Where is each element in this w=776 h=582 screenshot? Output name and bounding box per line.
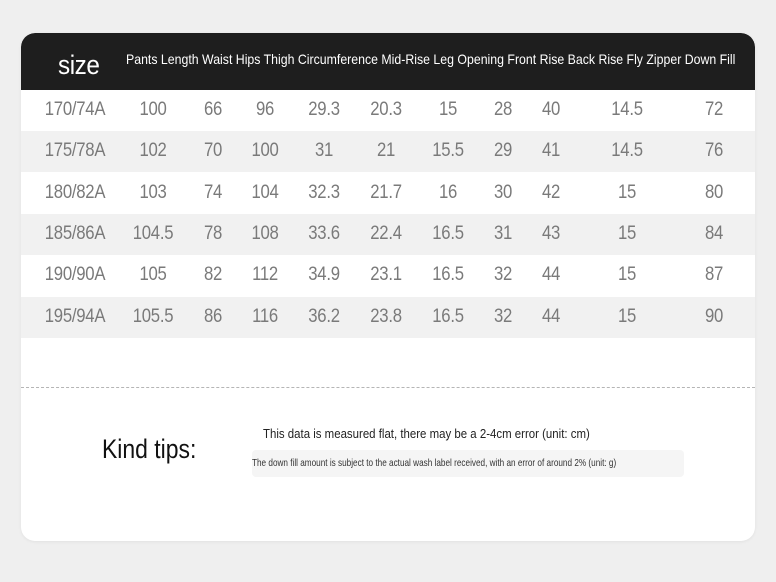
measurement-cell: 15 [617,181,637,203]
measurement-cell: 105.5 [132,305,174,327]
measurement-cell: 104 [251,181,279,203]
measurement-cell: 78 [203,222,223,244]
measurement-cell: 66 [203,99,223,120]
measurement-cell: 31 [314,140,334,162]
measurement-cell: 15 [438,99,458,120]
measurement-cell: 29.3 [308,99,340,120]
measurement-cell: 103 [139,181,167,203]
size-cell: 190/90A [44,264,106,286]
measurement-cell: 100 [251,140,279,162]
measurement-cell: 28 [493,99,513,120]
measurement-cell: 15.5 [432,140,464,162]
measurement-cell: 36.2 [308,305,340,327]
kind-tips-title: Kind tips: [102,434,197,464]
measurement-cell: 29 [493,140,513,162]
tip-down-fill-note: The down fill amount is subject to the actual wash label received, with an error of around 2% (unit: g) [252,457,617,469]
measurement-cell: 22.4 [370,222,402,244]
measurement-cell: 105 [139,264,167,286]
table-row [21,255,755,296]
measurement-cell: 16.5 [432,305,464,327]
measurement-cell: 23.1 [370,264,402,286]
measurement-cell: 84 [704,222,724,244]
measurement-cell: 16.5 [432,222,464,244]
measurement-cell: 30 [493,181,513,203]
tip-down-fill-box [252,450,684,477]
measurement-cell: 15 [617,264,637,286]
measurement-cell: 112 [252,264,278,286]
measurement-cell: 87 [704,264,724,286]
measurement-cell: 33.6 [308,222,340,244]
measurement-cell: 21 [376,140,396,162]
measurement-cell: 70 [203,140,223,162]
measurement-cell: 14.5 [611,140,643,162]
size-cell: 175/78A [44,140,106,162]
measurement-cell: 16.5 [432,264,464,286]
measurement-cell: 90 [704,305,724,327]
measurement-cell: 32 [493,305,513,327]
measurement-cell: 40 [541,99,561,120]
table-row [21,131,755,172]
measurement-cell: 44 [541,305,561,327]
measurement-cell: 100 [139,99,167,120]
measurement-cell: 76 [704,140,724,162]
measurement-cell: 41 [541,140,561,162]
size-cell: 195/94A [44,305,106,327]
measurement-cell: 31 [493,222,513,244]
size-column-header: size [58,50,100,80]
measurement-cell: 23.8 [370,305,402,327]
measurement-cell: 16 [438,181,458,203]
measurement-cell: 32 [493,264,513,286]
measurement-cell: 86 [203,305,223,327]
measurement-cell: 15 [617,222,637,244]
measurement-cell: 15 [617,305,637,327]
size-cell: 180/82A [44,181,106,203]
measurement-cell: 32.3 [308,181,340,203]
measurement-cell: 102 [139,140,167,162]
measurement-cell: 14.5 [611,99,643,120]
measurement-cell: 20.3 [370,99,402,120]
measurement-cell: 82 [203,264,223,286]
size-chart-card [21,33,755,541]
table-row [21,214,755,255]
size-cell: 185/86A [44,222,106,244]
table-header [21,33,755,90]
table-row [21,297,755,338]
measurement-columns-header: Pants Length Waist Hips Thigh Circumference Mid-Rise Leg Opening Front Rise Back Rise Fly Zipper Down Fill [126,51,736,67]
measurement-cell: 72 [704,99,724,120]
measurement-cell: 43 [541,222,561,244]
measurement-cell: 116 [252,305,278,327]
table-row [21,173,755,214]
tip-measurement-note: This data is measured flat, there may be a 2-4cm error (unit: cm) [263,426,590,441]
dashed-divider [21,387,755,388]
measurement-cell: 34.9 [308,264,340,286]
measurement-cell: 42 [541,181,561,203]
measurement-cell: 21.7 [370,181,402,203]
table-row [21,90,755,131]
measurement-cell: 44 [541,264,561,286]
measurement-cell: 80 [704,181,724,203]
measurement-cell: 74 [203,181,223,203]
size-cell: 170/74A [44,99,106,120]
measurement-cell: 108 [251,222,279,244]
measurement-cell: 104.5 [132,222,174,244]
measurement-cell: 96 [255,99,275,120]
